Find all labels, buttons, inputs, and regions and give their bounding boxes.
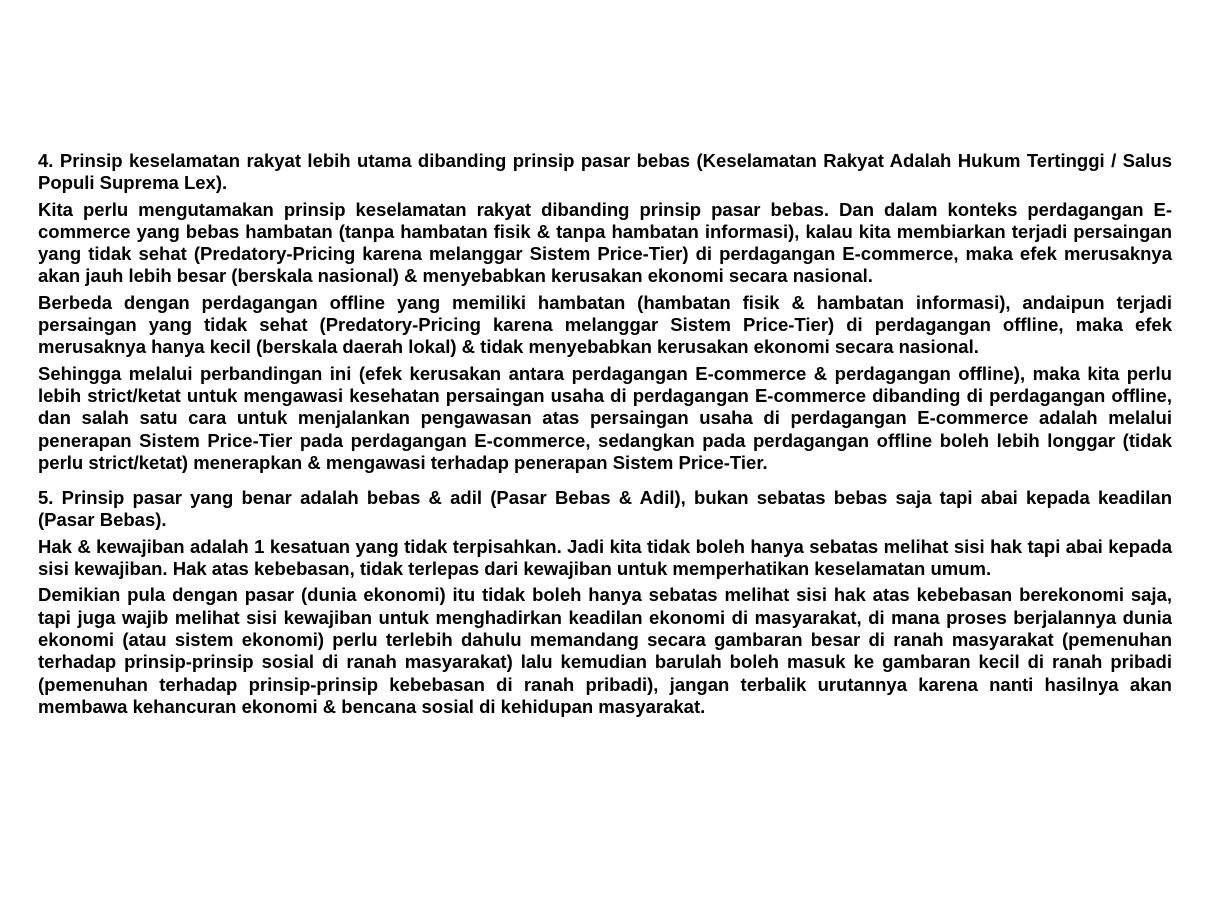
section-heading: 5. Prinsip pasar yang benar adalah bebas & adil (Pasar Bebas & Adil), bukan sebatas bebas saja tapi abai kepada keadilan (Pasar Bebas). <box>38 487 1172 531</box>
section-4 <box>38 150 1172 474</box>
paragraph: Demikian pula dengan pasar (dunia ekonomi) itu tidak boleh hanya sebatas melihat sisi hak atas kebebasan berekonomi saja, tapi juga wajib melihat sisi kewajiban untuk menghadirkan keadilan ekonomi di masyarakat, di mana proses berjalannya dunia ekonomi (atau sistem ekonomi) perlu terlebih dahulu memandang secara gambaran besar di ranah masyarakat (pemenuhan terhadap prinsip-prinsip sosial di ranah masyarakat) lalu kemudian barulah boleh masuk ke gambaran kecil di ranah pribadi (pemenuhan terhadap prinsip-prinsip kebebasan di ranah pribadi), jangan terbalik urutannya karena nanti hasilnya akan membawa kehancuran ekonomi & bencana sosial di kehidupan masyarakat. <box>38 584 1172 717</box>
paragraph: Kita perlu mengutamakan prinsip keselamatan rakyat dibanding prinsip pasar bebas. Dan dalam konteks perdagangan E-commerce yang bebas hambatan (tanpa hambatan fisik & tanpa hambatan informasi), kalau kita membiarkan terjadi persaingan yang tidak sehat (Predatory-Pricing karena melanggar Sistem Price-Tier) di perdagangan E-commerce, maka efek merusaknya akan jauh lebih besar (berskala nasional) & menyebabkan kerusakan ekonomi secara nasional. <box>38 198 1172 287</box>
section-heading: 4. Prinsip keselamatan rakyat lebih utama dibanding prinsip pasar bebas (Keselamatan Rakyat Adalah Hukum Tertinggi / Salus Populi Suprema Lex). <box>38 150 1172 194</box>
paragraph: Sehingga melalui perbandingan ini (efek kerusakan antara perdagangan E-commerce & perdagangan offline), maka kita perlu lebih strict/ketat untuk mengawasi kesehatan persaingan usaha di perdagangan E-commerce dibanding di perdagangan offline, dan salah satu cara untuk menjalankan pengawasan atas persaingan usaha di perdagangan E-commerce adalah melalui penerapan Sistem Price-Tier pada perdagangan E-commerce, sedangkan pada perdagangan offline boleh lebih longgar (tidak perlu strict/ketat) menerapkan & mengawasi terhadap penerapan Sistem Price-Tier. <box>38 362 1172 473</box>
paragraph: Hak & kewajiban adalah 1 kesatuan yang tidak terpisahkan. Jadi kita tidak boleh hanya sebatas melihat sisi hak tapi abai kepada sisi kewajiban. Hak atas kebebasan, tidak terlepas dari kewajiban untuk memperhatikan keselamatan umum. <box>38 535 1172 580</box>
document-body <box>38 150 1172 731</box>
paragraph: Berbeda dengan perdagangan offline yang memiliki hambatan (hambatan fisik & hambatan informasi), andaipun terjadi persaingan yang tidak sehat (Predatory-Pricing karena melanggar Sistem Price-Tier) di perdagangan offline, maka efek merusaknya hanya kecil (berskala daerah lokal) & tidak menyebabkan kerusakan ekonomi secara nasional. <box>38 291 1172 358</box>
section-5 <box>38 487 1172 718</box>
